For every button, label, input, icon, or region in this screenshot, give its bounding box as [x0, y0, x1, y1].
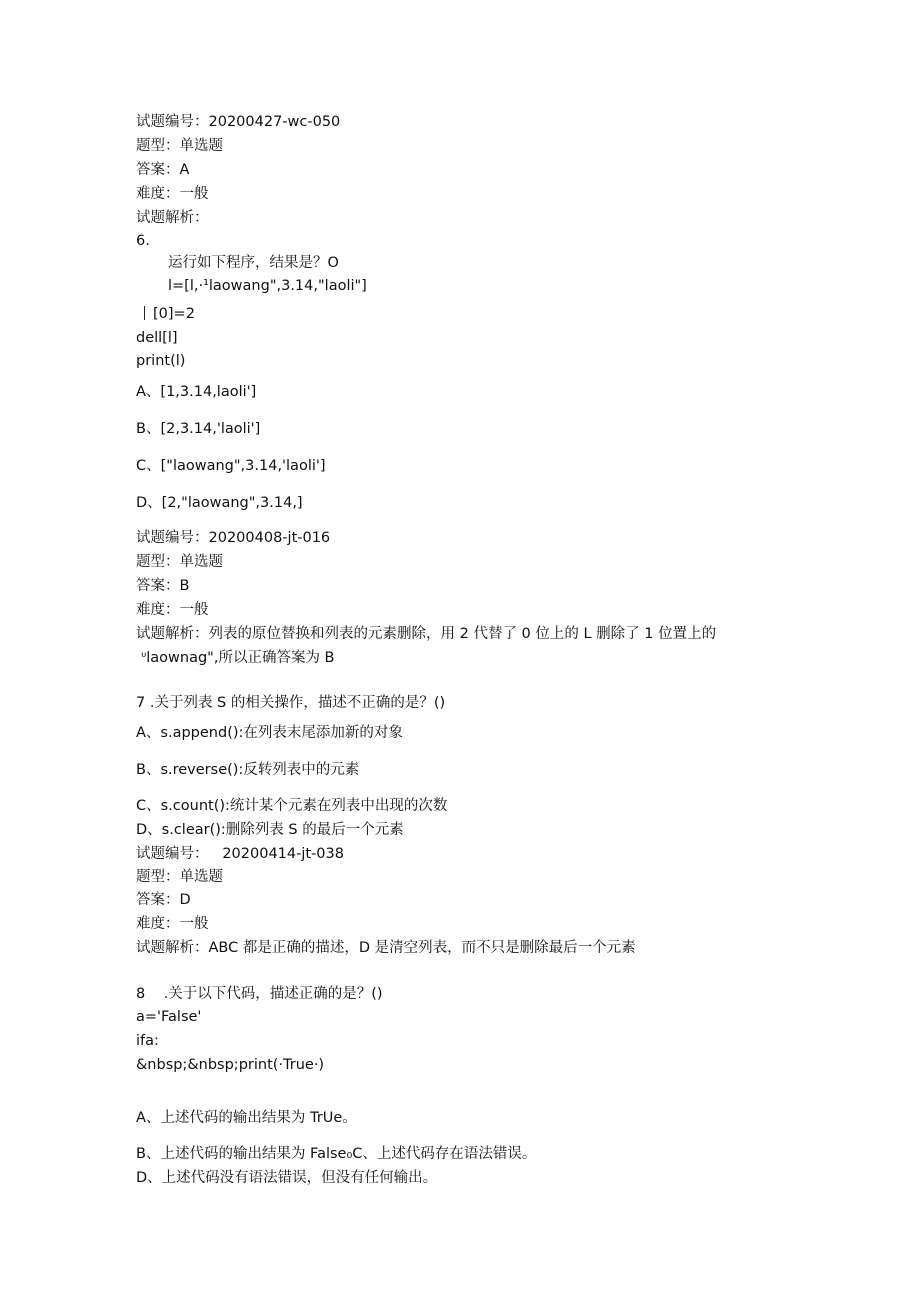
code-line: a='False' — [136, 1009, 202, 1025]
text-cursor-mark — [144, 306, 145, 320]
question-analysis: 试题解析： — [136, 210, 209, 226]
code-line: &nbsp;&nbsp;print(·True·) — [136, 1057, 325, 1073]
question-answer: 答案：B — [136, 578, 190, 594]
code-line: ifa: — [136, 1033, 159, 1049]
question-id: 试题编号：20200427-wc-050 — [136, 114, 341, 130]
code-line: dell[l] — [136, 330, 178, 346]
question-difficulty: 难度：一般 — [136, 186, 209, 202]
question-difficulty: 难度：一般 — [136, 916, 209, 932]
question-stem: 7 .关于列表 S 的相关操作，描述不正确的是？() — [136, 695, 446, 711]
option-d: D、s.clear():删除列表 S 的最后一个元素 — [136, 822, 404, 838]
question-analysis-cont: ᶸlaownag",所以正确答案为 B — [141, 650, 335, 666]
option-d: D、[2,"laowang",3.14,] — [136, 495, 303, 511]
question-type: 题型：单选题 — [136, 554, 223, 570]
question-answer: 答案：A — [136, 162, 190, 178]
option-a: A、[1,3.14,laoli'] — [136, 384, 257, 400]
code-line: l=[l,·¹laowang",3.14,"laoli"] — [168, 278, 367, 294]
question-id: 试题编号：20200408-jt-016 — [136, 530, 331, 546]
question-stem: 运行如下程序，结果是？O — [168, 255, 339, 271]
option-b-c: B、上述代码的输出结果为 False₀C、上述代码存在语法错误。 — [136, 1146, 537, 1162]
code-line: [0]=2 — [153, 306, 195, 322]
option-a: A、s.append():在列表末尾添加新的对象 — [136, 725, 403, 741]
option-d: D、上述代码没有语法错误，但没有任何输出。 — [136, 1170, 438, 1186]
question-id: 试题编号： 20200414-jt-038 — [136, 846, 344, 862]
option-b: B、s.reverse():反转列表中的元素 — [136, 762, 360, 778]
question-number: 6. — [136, 233, 150, 249]
option-c: C、["laowang",3.14,'laoli'] — [136, 458, 326, 474]
question-analysis: 试题解析：列表的原位替换和列表的元素删除，用 2 代替了 0 位上的 L 删除了 1 位置上的 — [136, 626, 717, 642]
question-stem: 8 .关于以下代码，描述正确的是？() — [136, 986, 383, 1002]
question-type: 题型：单选题 — [136, 138, 223, 154]
question-type: 题型：单选题 — [136, 869, 223, 885]
option-a: A、上述代码的输出结果为 TrUe。 — [136, 1110, 357, 1126]
code-line: print(l) — [136, 353, 186, 369]
question-difficulty: 难度：一般 — [136, 602, 209, 618]
question-analysis: 试题解析：ABC 都是正确的描述，D 是清空列表，而不只是删除最后一个元素 — [136, 940, 636, 956]
option-b: B、[2,3.14,'laoli'] — [136, 421, 261, 437]
option-c: C、s.count():统计某个元素在列表中出现的次数 — [136, 798, 448, 814]
question-answer: 答案：D — [136, 892, 191, 908]
